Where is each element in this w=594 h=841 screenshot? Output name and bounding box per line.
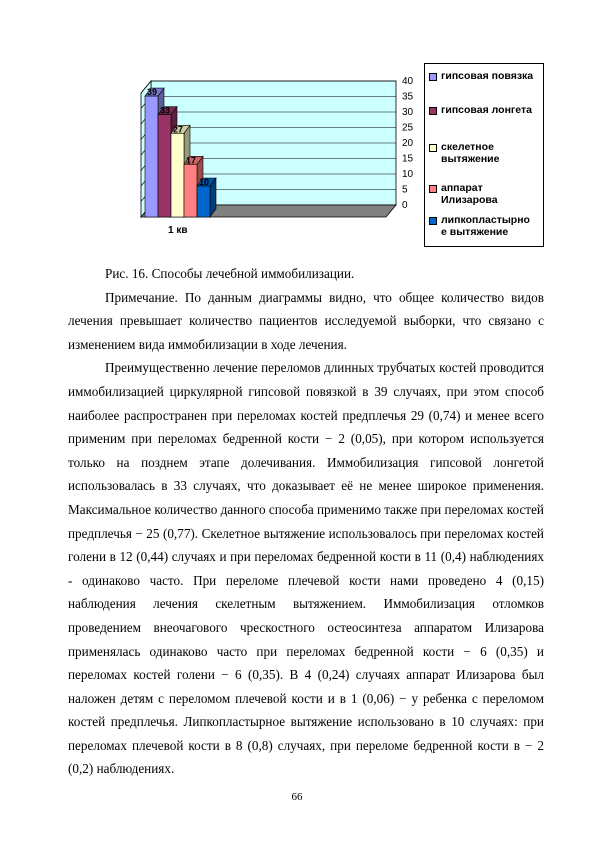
legend-swatch xyxy=(429,73,437,81)
y-tick-label: 40 xyxy=(402,76,414,87)
bar-data-label: 33 xyxy=(160,105,171,116)
bar xyxy=(145,96,158,217)
bar xyxy=(184,164,197,217)
legend-swatch xyxy=(429,185,437,193)
bar-data-label: 27 xyxy=(173,124,184,135)
legend-swatch xyxy=(429,144,437,152)
legend-label: гипсовая повязка xyxy=(441,70,534,82)
legend-swatch xyxy=(429,107,437,115)
note-paragraph: Примечание. По данным диаграммы видно, что общее количество видов лечения превышает количество пациентов исследуемой выборки, что связано с изменением вида иммобилизации в ходе лечения. xyxy=(68,289,544,352)
y-tick-label: 0 xyxy=(402,200,408,211)
y-tick-label: 35 xyxy=(402,91,414,103)
y-tick-label: 10 xyxy=(402,169,414,180)
bar-data-label: 10 xyxy=(199,177,210,187)
legend-label: липкопластырно е вытяжение xyxy=(441,214,530,238)
figure-caption: Рис. 16. Способы лечебной иммобилизации. xyxy=(105,266,355,281)
legend-item xyxy=(429,214,541,238)
y-tick-label: 20 xyxy=(402,138,414,149)
main-paragraph: Преимущественно лечение переломов длинных трубчатых костей проводится иммобилизацией циркулярной гипсовой повязкой в 39 случаях, при этом способ наиболее распространен при переломах костей предплечья 29 (0,74) и менее всего применим при переломах бедренной кости − 2 (0,05), при котором используется только на позднем этапе долечивания. Иммобилизация гипсовой лонгетой использовалась в 33 случаях, что доказывает её не менее широкое применения. Максимальное количество данного способа применимо также при переломах костей предплечья − 25 (0,77). Скелетное вытяжение использовалось при переломах костей голени в 12 (0,44) случаях и при переломах бедренной кости в 11 (0,4) наблюдениях - одинаково часто. При переломе плечевой кости нами проведено 4 (0,15) наблюдения лечения скелетным вытяжением. Иммобилизация отломков проведением внеочагового чрескостного остеосинтеза аппаратом Илизарова применялась одинаково часто при переломах бедренной кости − 6 (0,35) и переломах костей голени − 6 (0,35). В 4 (0,24) случаях аппарат Илизарова был наложен детям с переломом плечевой кости и в 1 (0,06) − у ребенка с переломом костей предплечья. Липкопластырное вытяжение использовано в 10 случаях: при переломах плечевой кости в 8 (0,8) случаях, при переломе бедренной кости в − 2 (0,2) наблюдениях. xyxy=(68,360,544,777)
legend-swatch xyxy=(429,217,437,225)
legend-item xyxy=(429,70,541,82)
bar xyxy=(171,133,184,217)
legend-item xyxy=(429,182,541,206)
y-tick-label: 25 xyxy=(402,122,414,134)
x-category-label: 1 кв xyxy=(168,225,188,236)
y-tick-label: 15 xyxy=(402,153,414,165)
legend-label: скелетное вытяжение xyxy=(441,141,500,165)
legend-label: гипсовая лонгета xyxy=(441,104,532,116)
y-tick-label: 5 xyxy=(402,184,408,196)
legend-item xyxy=(429,141,541,165)
chart-legend xyxy=(424,63,544,247)
body-text xyxy=(68,262,544,781)
bar xyxy=(197,186,210,217)
bar xyxy=(158,115,171,217)
bar-data-label: 17 xyxy=(186,155,197,166)
y-tick-label: 30 xyxy=(402,107,414,118)
legend-item xyxy=(429,104,541,116)
page-number: 66 xyxy=(291,791,303,803)
legend-label: аппарат Илизарова xyxy=(441,182,498,206)
bar-data-label: 39 xyxy=(147,87,158,98)
